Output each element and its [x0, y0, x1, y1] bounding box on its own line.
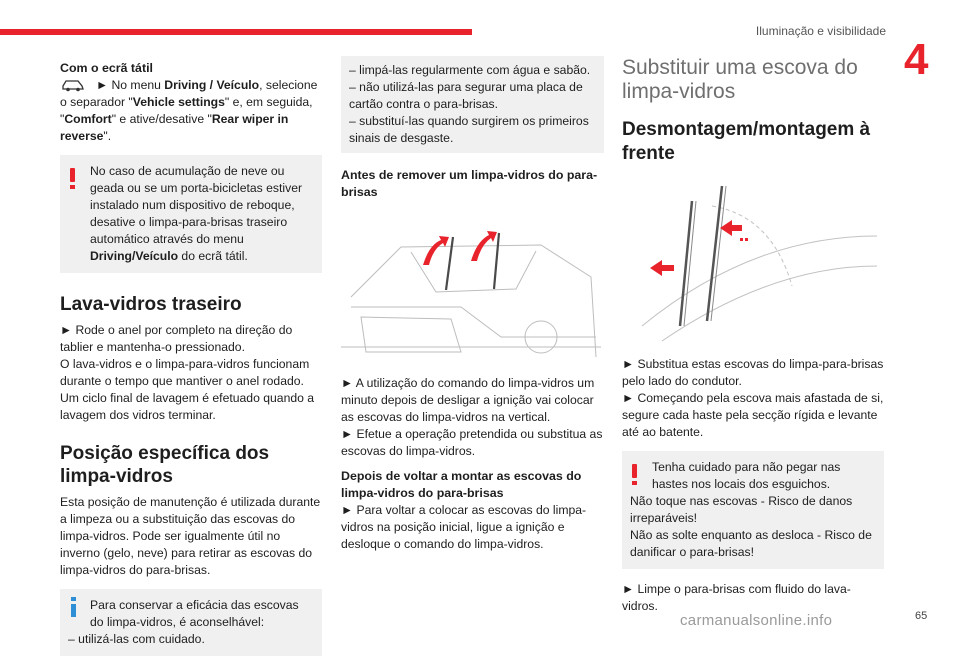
replace-step-1: ► Substitua estas escovas do limpa-para-brisas pelo lado do condutor.	[622, 357, 884, 388]
final-step: ► Limpe o para-brisas com fluido do lava-vidros.	[622, 582, 851, 613]
column-3	[622, 56, 884, 615]
watermark: carmanualsonline.info	[680, 612, 833, 629]
touch-text-6: " e ative/desative "	[111, 112, 212, 126]
header-accent-bar	[0, 29, 472, 35]
info-box-continued	[341, 56, 604, 153]
page-number: 65	[915, 610, 928, 622]
warning-text-a: No caso de acumulação de neve ou geada ou se um porta-bicicletas estiver instalado num dispositivo de reboque, desative o limpa-para-brisas traseiro automático através do menu	[90, 164, 303, 246]
info-text: Para conservar a eficácia das escovas do limpa-vidros, é aconselhável:	[90, 598, 299, 629]
handling-warning-3: Não as solte enquanto as desloca - Risco de danificar o para-brisas!	[630, 528, 872, 559]
chapter-number: 4	[904, 35, 929, 84]
info-box-care	[60, 589, 322, 656]
warning-icon	[632, 464, 637, 478]
touch-screen-heading: Com o ecrã tátil	[60, 61, 153, 75]
section-title: Iluminação e visibilidade	[755, 24, 886, 38]
rear-washer-cycle: Um ciclo final de lavagem é efetuado quando a lavagem dos vidros terminar.	[60, 391, 315, 422]
warning-box-snow	[60, 155, 322, 273]
removal-refit-heading: Desmontagem/montagem à frente	[622, 119, 871, 164]
touch-tab-name: Vehicle settings	[132, 95, 225, 109]
car-wipers-illustration	[341, 207, 603, 367]
info-list-item: – utilizá-las com cuidado.	[68, 632, 205, 646]
before-removal-step-1: ► A utilização do comando do limpa-vidros um minuto depois de desligar a ignição vai colocar as escovas do limpa-vidros na vertical.	[341, 376, 595, 424]
warning-box-handling	[622, 451, 884, 569]
touch-text-4: " e, em seguida, "	[60, 95, 313, 126]
info-icon	[71, 604, 76, 617]
car-settings-icon	[60, 77, 86, 93]
handling-warning-1: Tenha cuidado para não pegar nas hastes nos locais dos esguichos.	[652, 460, 841, 491]
after-refit-heading: Depois de voltar a montar as escovas do limpa-vidros do para-brisas	[341, 469, 582, 500]
before-removal-step-2: ► Efetue a operação pretendida ou substitua as escovas do limpa-vidros.	[341, 427, 603, 458]
touch-menu-name: Driving / Veículo	[164, 78, 260, 92]
warning-icon	[70, 168, 75, 182]
replace-blade-heading: Substituir uma escova do limpa-vidros	[622, 56, 858, 103]
warning-text-b: do ecrã tátil.	[178, 249, 248, 263]
replace-step-2: ► Começando pela escova mais afastada de si, segure cada haste pela secção rígida e levante até ao batente.	[622, 391, 884, 439]
after-refit-step: ► Para voltar a colocar as escovas do limpa-vidros na posição inicial, ligue a ignição e desloque o comando do limpa-vidros.	[341, 503, 587, 551]
specific-position-text: Esta posição de manutenção é utilizada durante a limpeza ou a substituição das escovas do limpa-vidros. Pode ser igualmente útil no inverno (gelo, neve) para retirar as escovas do limpa-vidros do para-brisas.	[60, 495, 321, 577]
warning-text	[68, 163, 314, 265]
rear-washer-step: ► Rode o anel por completo na direção do tablier e mantenha-o pressionado.	[60, 323, 293, 354]
touch-comfort: Comfort	[64, 112, 112, 126]
touch-rear-wiper: Rear wiper in reverse	[60, 112, 289, 143]
care-list-item: – não utilizá-las para segurar uma placa de cartão contra o para-brisas.	[349, 80, 583, 111]
care-list-item: – substituí-las quando surgirem os primeiros sinais de desgaste.	[349, 114, 589, 145]
warning-menu: Driving/Veículo	[90, 249, 179, 263]
before-removal-heading: Antes de remover um limpa-vidros do para-brisas	[341, 168, 598, 199]
specific-position-heading: Posição específica dos limpa-vidros	[60, 443, 270, 487]
touch-text-8: ".	[103, 129, 112, 143]
rear-washer-detail: O lava-vidros e o limpa-para-vidros funcionam durante o tempo que mantiver o anel rodado.	[60, 357, 310, 388]
column-2	[341, 56, 604, 553]
care-list-item: – limpá-las regularmente com água e sabão.	[349, 63, 591, 77]
touch-screen-instruction	[60, 77, 322, 145]
touch-text-2: , selecione o separador "	[60, 78, 318, 109]
touch-text-0: ► No menu	[96, 78, 165, 92]
column-1	[60, 60, 322, 656]
rear-washer-heading: Lava-vidros traseiro	[60, 294, 242, 315]
wiper-blade-illustration	[622, 176, 884, 346]
handling-warning-2: Não toque nas escovas - Risco de danos irreparáveis!	[630, 494, 853, 525]
